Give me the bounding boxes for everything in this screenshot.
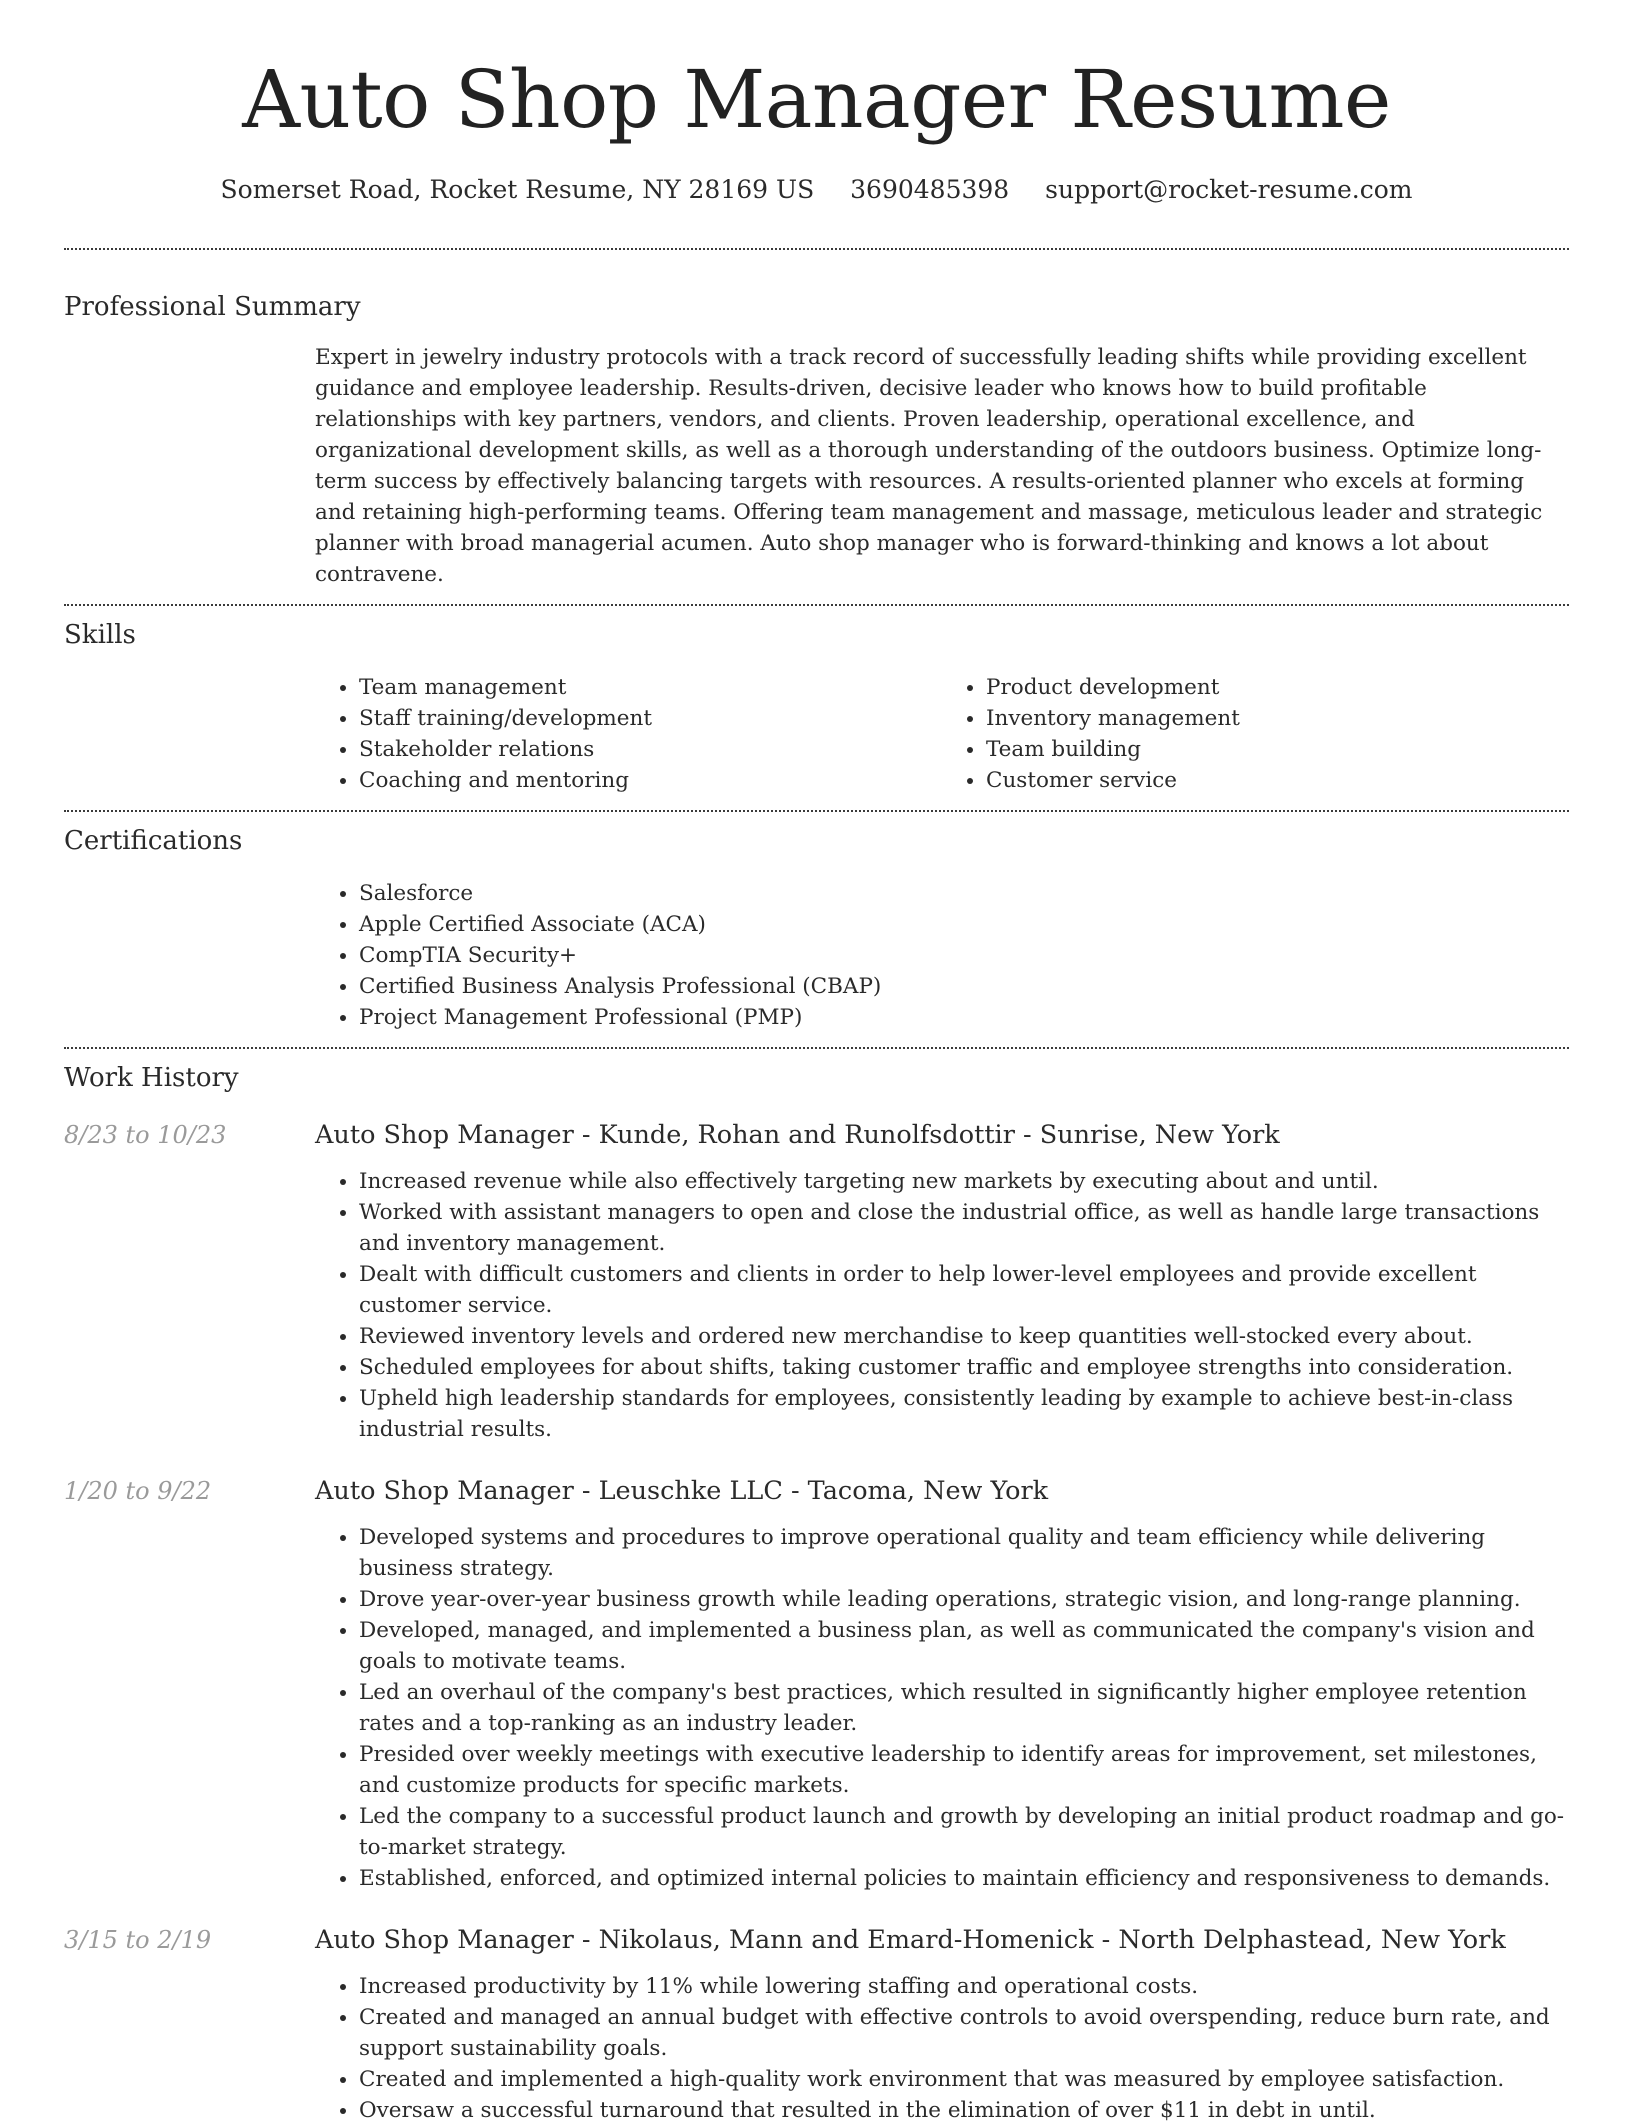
job-header <box>64 1475 1569 1507</box>
job-dates: 3/15 to 2/19 <box>64 1926 212 1954</box>
skill-item: • Staff training/development <box>359 703 942 734</box>
job-dates: 1/20 to 9/22 <box>64 1477 212 1505</box>
certification-item: • Salesforce <box>359 878 1569 909</box>
job-title: Auto Shop Manager - Leuschke LLC - Tacoma, New York <box>315 1476 1049 1506</box>
summary-section <box>64 250 1569 604</box>
skill-item: • Coaching and mentoring <box>359 765 942 796</box>
job-body <box>315 1971 1569 2126</box>
skills-body <box>315 672 1569 796</box>
job-bullet: • Increased productivity by 11% while lowering staffing and operational costs. <box>359 1971 1569 2002</box>
job-bullet: • Dealt with difficult customers and clients in order to help lower-level employees and provide excellent customer service. <box>359 1259 1569 1321</box>
job-body <box>315 1522 1569 1894</box>
resume-title: Auto Shop Manager Resume <box>242 53 1391 146</box>
contact-line <box>64 174 1569 206</box>
work-section <box>64 1049 1569 2126</box>
resume-page <box>64 0 1569 2126</box>
skill-item: • Product development <box>986 672 1569 703</box>
work-heading: Work History <box>64 1063 239 1093</box>
job-bullets <box>315 1166 1569 1445</box>
summary-body <box>315 342 1569 590</box>
job-entry <box>64 1119 1569 1445</box>
skill-item: • Team building <box>986 734 1569 765</box>
job-bullets <box>315 1971 1569 2126</box>
skill-item: • Team management <box>359 672 942 703</box>
job-bullet: • Established, enforced, and optimized internal policies to maintain efficiency and responsiveness to demands. <box>359 1863 1569 1894</box>
job-bullet: • Worked with assistant managers to open and close the industrial office, as well as handle large transactions and inventory management. <box>359 1197 1569 1259</box>
job-dates: 8/23 to 10/23 <box>64 1121 227 1149</box>
skill-item: • Stakeholder relations <box>359 734 942 765</box>
skills-list-left <box>315 672 942 796</box>
skills-list-right <box>942 672 1569 796</box>
job-bullet: • Drove year-over-year business growth while leading operations, strategic vision, and long-range planning. <box>359 1584 1569 1615</box>
job-bullet: • Developed systems and procedures to improve operational quality and team efficiency while delivering business strategy. <box>359 1522 1569 1584</box>
summary-text: Expert in jewelry industry protocols with a track record of successfully leading shifts while providing excellent guidance and employee leadership. Results-driven, decisive leader who knows how to build profitable relationships with key partners, vendors, and clients. Proven leadership, operational excellence, and organizational development skills, as well as a thorough understanding of the outdoors business. Optimize long-term success by effectively balancing targets with resources. A results-oriented planner who excels at forming and retaining high-performing teams. Offering team management and massage, meticulous leader and strategic planner with broad managerial acumen. Auto shop manager who is forward-thinking and knows a lot about contravene. <box>315 345 1543 587</box>
summary-heading: Professional Summary <box>64 292 361 322</box>
certifications-body <box>315 878 1569 1033</box>
certifications-section <box>64 812 1569 1047</box>
job-bullet: • Led an overhaul of the company's best practices, which resulted in significantly higher employee retention rates and a top-ranking as an industry leader. <box>359 1677 1569 1739</box>
certifications-list <box>315 878 1569 1033</box>
certifications-heading: Certifications <box>64 826 243 856</box>
skill-item: • Customer service <box>986 765 1569 796</box>
contact-address: Somerset Road, Rocket Resume, NY 28169 US <box>220 175 815 204</box>
job-bullets <box>315 1522 1569 1894</box>
job-bullet: • Developed, managed, and implemented a business plan, as well as communicated the company's vision and goals to motivate teams. <box>359 1615 1569 1677</box>
skills-grid <box>315 672 1569 796</box>
job-bullet: • Upheld high leadership standards for employees, consistently leading by example to achieve best-in-class industrial results. <box>359 1383 1569 1445</box>
job-bullet: • Increased revenue while also effectively targeting new markets by executing about and until. <box>359 1166 1569 1197</box>
job-bullet: • Created and managed an annual budget with effective controls to avoid overspending, reduce burn rate, and support sustainability goals. <box>359 2002 1569 2064</box>
certification-item: • Certified Business Analysis Professional (CBAP) <box>359 971 1569 1002</box>
job-bullet: • Led the company to a successful product launch and growth by developing an initial product roadmap and go-to-market strategy. <box>359 1801 1569 1863</box>
job-header <box>64 1924 1569 1956</box>
contact-phone: 3690485398 <box>850 175 1010 204</box>
job-bullet: • Reviewed inventory levels and ordered new merchandise to keep quantities well-stocked every about. <box>359 1321 1569 1352</box>
job-bullet: • Presided over weekly meetings with executive leadership to identify areas for improvement, set milestones, and customize products for specific markets. <box>359 1739 1569 1801</box>
job-entry <box>64 1475 1569 1894</box>
skill-item: • Inventory management <box>986 703 1569 734</box>
job-title: Auto Shop Manager - Kunde, Rohan and Runolfsdottir - Sunrise, New York <box>315 1120 1280 1150</box>
contact-email[interactable]: support@rocket-resume.com <box>1045 175 1413 204</box>
certification-item: • Project Management Professional (PMP) <box>359 1002 1569 1033</box>
certification-item: • CompTIA Security+ <box>359 940 1569 971</box>
job-entry <box>64 1924 1569 2126</box>
skills-section <box>64 606 1569 810</box>
job-bullet: • Created and implemented a high-quality work environment that was measured by employee satisfaction. <box>359 2064 1569 2095</box>
certification-item: • Apple Certified Associate (ACA) <box>359 909 1569 940</box>
job-bullet: • Oversaw a successful turnaround that resulted in the elimination of over $11 in debt in until. <box>359 2095 1569 2126</box>
job-bullet: • Scheduled employees for about shifts, taking customer traffic and employee strengths into consideration. <box>359 1352 1569 1383</box>
skills-heading: Skills <box>64 620 136 650</box>
job-title: Auto Shop Manager - Nikolaus, Mann and Emard-Homenick - North Delphastead, New York <box>315 1925 1506 1955</box>
job-header <box>64 1119 1569 1151</box>
job-body <box>315 1166 1569 1445</box>
